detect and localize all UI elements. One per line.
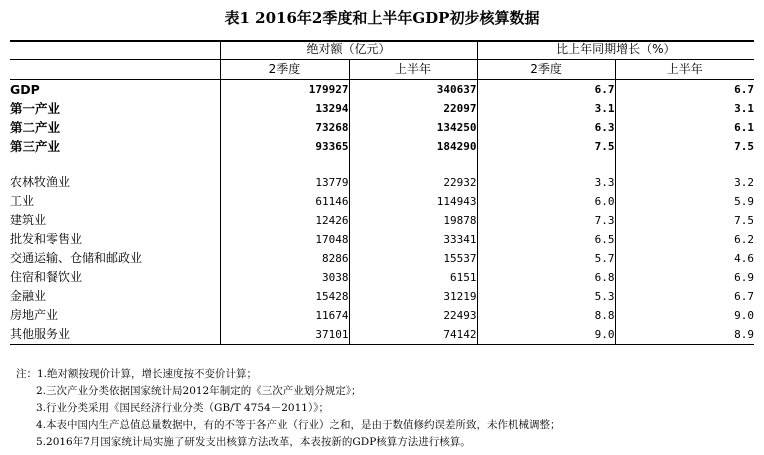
q2-growth-cell: 7.3 (477, 211, 615, 230)
spacer-cell (220, 156, 349, 173)
q2-growth-cell: 6.5 (477, 230, 615, 249)
h1-growth-cell: 5.9 (615, 192, 754, 211)
h1-value-cell: 74142 (349, 325, 477, 345)
header-q2-value: 2季度 (220, 60, 349, 80)
footnote-3: 3.行业分类采用《国民经济行业分类（GB/T 4754－2011）》； (36, 402, 329, 414)
spacer-row (10, 156, 754, 173)
footnote-1: 注：1.绝对额按现价计算，增长速度按不变价计算； (16, 368, 258, 380)
spacer-cell (10, 156, 220, 173)
q2-value-cell: 93365 (220, 137, 349, 156)
h1-value-cell: 340637 (349, 80, 477, 100)
row-name-cell: 金融业 (10, 289, 47, 303)
table-row (10, 118, 754, 137)
h1-value-cell: 31219 (349, 287, 477, 306)
header-h1-growth: 上半年 (615, 60, 754, 80)
q2-value-cell: 13779 (220, 173, 349, 192)
q2-growth-cell: 6.7 (477, 80, 615, 100)
row-name-cell: 第一产业 (10, 101, 61, 116)
row-name-cell: 批发和零售业 (10, 232, 83, 246)
h1-value-cell: 15537 (349, 249, 477, 268)
h1-value-cell: 22932 (349, 173, 477, 192)
h1-value-cell: 22097 (349, 99, 477, 118)
h1-growth-cell: 3.1 (615, 99, 754, 118)
h1-growth-cell: 8.9 (615, 325, 754, 345)
q2-growth-cell: 7.5 (477, 137, 615, 156)
q2-value-cell: 12426 (220, 211, 349, 230)
table-row (10, 173, 754, 192)
table-title: 表1 2016年2季度和上半年GDP初步核算数据 (224, 9, 540, 27)
table-row (10, 192, 754, 211)
table-row (10, 99, 754, 118)
header-row-groups (10, 40, 754, 60)
q2-growth-cell: 6.8 (477, 268, 615, 287)
table-row (10, 306, 754, 325)
table-row (10, 80, 754, 100)
q2-growth-cell: 9.0 (477, 325, 615, 345)
q2-value-cell: 73268 (220, 118, 349, 137)
h1-value-cell: 6151 (349, 268, 477, 287)
h1-growth-cell: 6.2 (615, 230, 754, 249)
spacer-cell (615, 156, 754, 173)
table-row (10, 268, 754, 287)
row-name-cell: 交通运输、仓储和邮政业 (10, 251, 143, 265)
footnote-4: 4.本表中国内生产总值总量数据中，有的不等于各产业（行业）之和，是由于数值修约误差所致，未作机械调整； (36, 419, 561, 431)
q2-value-cell: 37101 (220, 325, 349, 345)
row-name-cell: 农林牧渔业 (10, 175, 71, 189)
footnote-2: 2.三次产业分类依据国家统计局2012年制定的《三次产业划分规定》； (36, 385, 362, 397)
q2-growth-cell: 8.8 (477, 306, 615, 325)
h1-growth-cell: 9.0 (615, 306, 754, 325)
footnotes (16, 366, 756, 451)
q2-growth-cell: 6.0 (477, 192, 615, 211)
table-row (10, 137, 754, 156)
header-h1-value: 上半年 (349, 60, 477, 80)
h1-growth-cell: 6.7 (615, 287, 754, 306)
header-growth-rate: 比上年同期增长（%） (477, 40, 754, 60)
h1-growth-cell: 7.5 (615, 137, 754, 156)
q2-growth-cell: 3.3 (477, 173, 615, 192)
table-row (10, 211, 754, 230)
row-name-cell: 工业 (10, 194, 35, 208)
h1-value-cell: 22493 (349, 306, 477, 325)
q2-value-cell: 15428 (220, 287, 349, 306)
h1-growth-cell: 6.1 (615, 118, 754, 137)
q2-value-cell: 17048 (220, 230, 349, 249)
q2-value-cell: 3038 (220, 268, 349, 287)
spacer-cell (349, 156, 477, 173)
q2-growth-cell: 5.7 (477, 249, 615, 268)
q2-value-cell: 179927 (220, 80, 349, 100)
h1-growth-cell: 3.2 (615, 173, 754, 192)
header-blank (10, 60, 220, 80)
q2-growth-cell: 5.3 (477, 287, 615, 306)
row-name-cell: 住宿和餐饮业 (10, 270, 83, 284)
table-row (10, 287, 754, 306)
row-name-cell: 第三产业 (10, 139, 61, 154)
header-q2-growth: 2季度 (477, 60, 615, 80)
h1-value-cell: 114943 (349, 192, 477, 211)
row-name-cell: GDP (10, 82, 40, 97)
h1-value-cell: 134250 (349, 118, 477, 137)
row-name-cell: 第二产业 (10, 120, 61, 135)
q2-value-cell: 13294 (220, 99, 349, 118)
h1-growth-cell: 6.7 (615, 80, 754, 100)
footnote-5: 5.2016年7月国家统计局实施了研发支出核算方法改革，本表按新的GDP核算方法进行核算。 (36, 436, 471, 448)
table-row (10, 249, 754, 268)
q2-value-cell: 11674 (220, 306, 349, 325)
header-blank (10, 40, 220, 60)
h1-value-cell: 19878 (349, 211, 477, 230)
q2-value-cell: 8286 (220, 249, 349, 268)
h1-growth-cell: 7.5 (615, 211, 754, 230)
q2-growth-cell: 3.1 (477, 99, 615, 118)
q2-growth-cell: 6.3 (477, 118, 615, 137)
h1-value-cell: 33341 (349, 230, 477, 249)
row-name-cell: 建筑业 (10, 213, 47, 227)
header-row-periods (10, 60, 754, 80)
q2-value-cell: 61146 (220, 192, 349, 211)
header-absolute-value: 绝对额（亿元） (220, 40, 477, 60)
h1-value-cell: 184290 (349, 137, 477, 156)
gdp-table (10, 40, 754, 345)
row-name-cell: 房地产业 (10, 308, 59, 322)
row-name-cell: 其他服务业 (10, 325, 220, 345)
h1-growth-cell: 6.9 (615, 268, 754, 287)
table-row (10, 230, 754, 249)
table-row (10, 325, 754, 345)
spacer-cell (477, 156, 615, 173)
h1-growth-cell: 4.6 (615, 249, 754, 268)
